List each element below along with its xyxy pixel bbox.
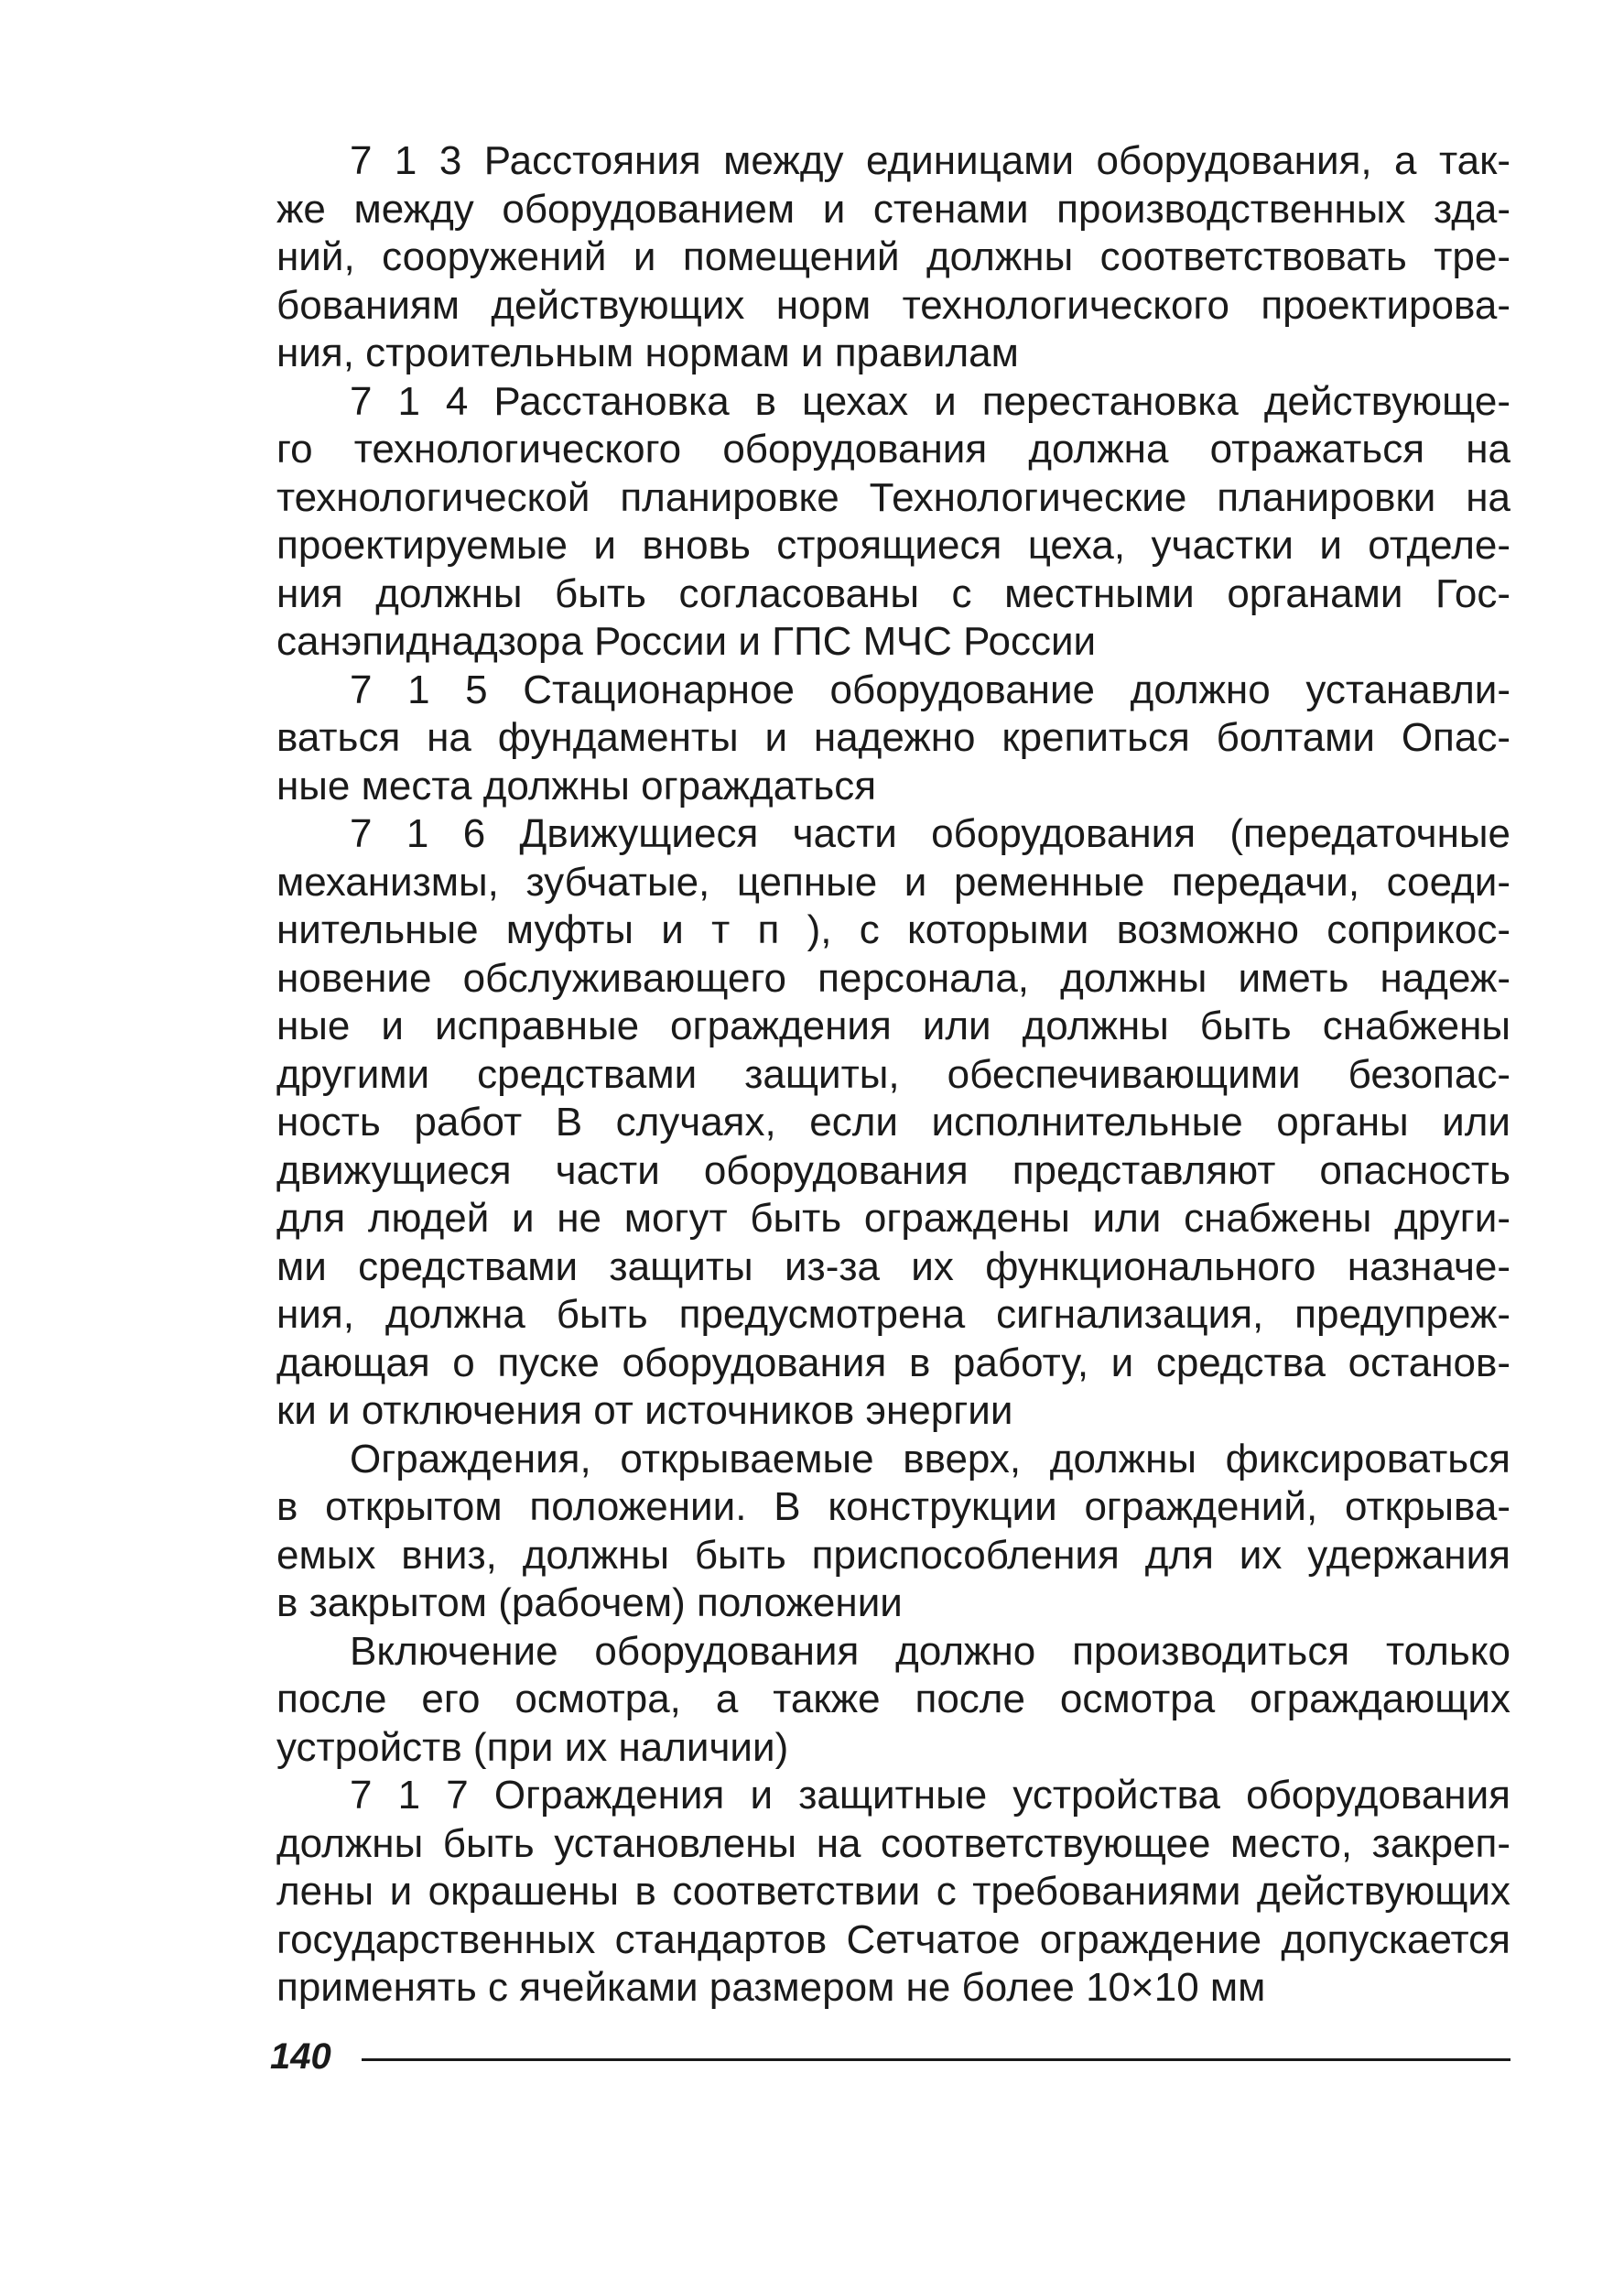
footer-rule <box>362 2058 1510 2061</box>
text-line: бованиям действующих норм технологического проектирова- <box>276 282 1510 328</box>
page-text <box>276 137 1510 2013</box>
text-line: применять с ячейками размером не более 10×10 мм <box>276 1965 1266 2010</box>
text-line: го технологического оборудования должна отражаться на <box>276 427 1510 472</box>
text-line: ний, сооружений и помещений должны соответствовать тре- <box>276 234 1510 279</box>
text-line: 7 1 6 Движущиеся части оборудования (передаточные <box>350 811 1510 856</box>
text-line: в открытом положении. В конструкции ограждений, открыва- <box>276 1484 1510 1529</box>
text-line: государственных стандартов Сетчатое ограждение допускается <box>276 1916 1510 1962</box>
text-line: после его осмотра, а также после осмотра ограждающих <box>276 1677 1510 1721</box>
text-line: ные места должны ограждаться <box>276 763 877 809</box>
text-line: устройств (при их наличии) <box>276 1724 789 1770</box>
text-line: емых вниз, должны быть приспособления для их удержания <box>276 1532 1510 1578</box>
text-line: ки и отключения от источников энергии <box>276 1388 1013 1433</box>
text-line: ния должны быть согласованы с местными органами Гос- <box>276 570 1510 616</box>
text-line: дающая о пуске оборудования в работу, и средства останов- <box>276 1340 1510 1385</box>
text-line: должны быть установлены на соответствующее место, закреп- <box>276 1820 1510 1866</box>
page-footer <box>270 2029 1510 2084</box>
text-line: новение обслуживающего персонала, должны иметь надеж- <box>276 955 1510 1001</box>
text-line: 7 1 7 Ограждения и защитные устройства оборудования <box>350 1773 1510 1818</box>
text-line: лены и окрашены в соответствии с требованиями действующих <box>276 1869 1510 1914</box>
text-line: другими средствами защиты, обеспечивающими безопас- <box>276 1051 1510 1097</box>
text-line: 7 1 4 Расстановка в цехах и перестановка действующе- <box>350 378 1510 424</box>
text-line: технологической планировке Технологические планировки на <box>276 474 1510 520</box>
text-line: ваться на фундаменты и надежно крепиться болтами Опас- <box>276 715 1510 760</box>
text-line: Включение оборудования должно производиться только <box>350 1628 1510 1674</box>
text-line: ми средствами защиты из-за их функционального назначе- <box>276 1243 1510 1289</box>
text-line: ния, строительным нормам и правилам <box>276 331 1019 375</box>
text-line: санэпиднадзора России и ГПС МЧС России <box>276 619 1097 664</box>
text-line: 7 1 5 Стационарное оборудование должно устанавли- <box>350 667 1510 712</box>
text-line: ния, должна быть предусмотрена сигнализация, предупреж- <box>276 1292 1510 1337</box>
text-line: в закрытом (рабочем) положении <box>276 1580 903 1625</box>
text-line: же между оборудованием и стенами производственных зда- <box>276 186 1510 232</box>
text-line: для людей и не могут быть ограждены или снабжены други- <box>276 1196 1510 1241</box>
text-line: ность работ В случаях, если исполнительные органы или <box>276 1100 1510 1145</box>
text-line: движущиеся части оборудования представляют опасность <box>276 1147 1510 1193</box>
text-line: Ограждения, открываемые вверх, должны фиксироваться <box>350 1436 1510 1481</box>
text-line: нительные муфты и т п ), с которыми возможно соприкос- <box>276 907 1510 952</box>
text-line: проектируемые и вновь строящиеся цеха, участки и отделе- <box>276 523 1510 568</box>
page-number: 140 <box>270 2036 331 2077</box>
text-line: ные и исправные ограждения или должны быть снабжены <box>276 1004 1510 1048</box>
text-line: механизмы, зубчатые, цепные и ременные передачи, соеди- <box>276 859 1510 905</box>
text-line: 7 1 3 Расстояния между единицами оборудования, а так- <box>350 138 1510 183</box>
